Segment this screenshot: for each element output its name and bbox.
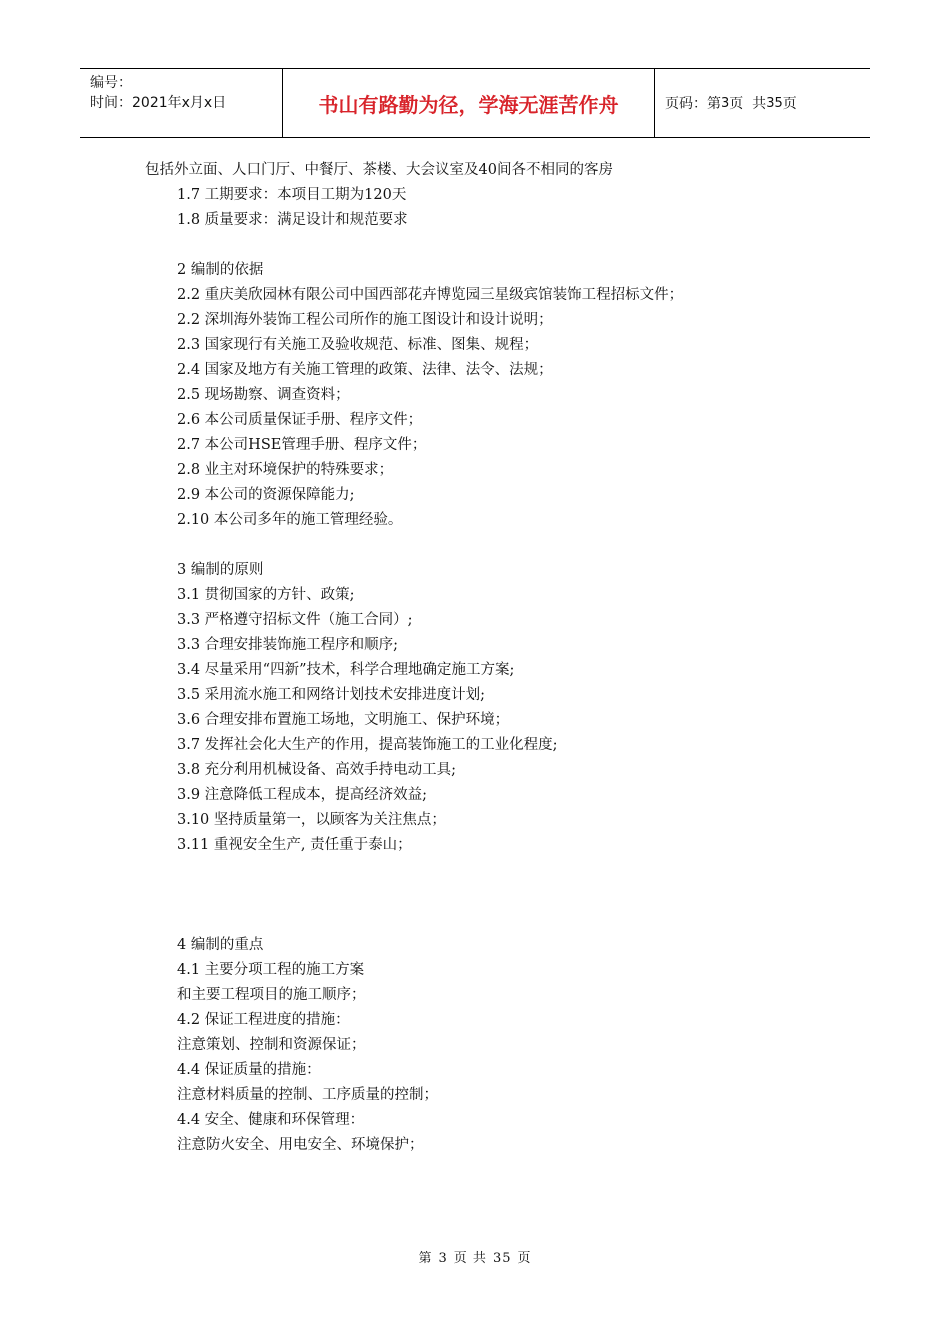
section-2-item: 2.6 本公司质量保证手册、程序文件；	[177, 412, 423, 428]
document-header	[80, 68, 870, 138]
section-4-item: 注意防火安全、用电安全、环境保护；	[177, 1137, 424, 1153]
header-page-current: 3	[721, 95, 730, 111]
section-2-item: 2.10 本公司多年的施工管理经验。	[177, 512, 403, 528]
intro-paragraph: 包括外立面、人口门厅、中餐厅、茶楼、大会议室及40间各不相同的客房	[145, 162, 613, 178]
section-3-item: 3.4 尽量采用“四新”技术，科学合理地确定施工方案;	[177, 662, 515, 678]
section-4-item: 4.4 保证质量的措施：	[177, 1062, 321, 1078]
section-3-item: 3.1 贯彻国家的方针、政策;	[177, 587, 355, 603]
section-1-7: 1.7 工期要求：本项目工期为120天	[177, 187, 407, 203]
section-4-item: 4.2 保证工程进度的措施：	[177, 1012, 350, 1028]
header-page-suffix: 页	[782, 96, 797, 112]
section-3-item: 3.10 坚持质量第一，以顾客为关注焦点；	[177, 812, 446, 828]
section-2-item: 2.7 本公司HSE管理手册、程序文件；	[177, 437, 427, 453]
section-2-item: 2.5 现场勘察、调查资料；	[177, 387, 350, 403]
section-4-item: 和主要工程项目的施工顺序；	[177, 987, 366, 1003]
footer-total-pages: 35	[492, 1251, 512, 1266]
section-3-item: 3.8 充分利用机械设备、高效手持电动工具;	[177, 762, 457, 778]
section-1-8: 1.8 质量要求：满足设计和规范要求	[177, 212, 408, 228]
section-2-item: 2.9 本公司的资源保障能力;	[177, 487, 355, 503]
section-4-item: 注意材料质量的控制、工序质量的控制；	[177, 1087, 438, 1103]
section-2-item: 2.2 深圳海外装饰工程公司所作的施工图设计和设计说明；	[177, 312, 553, 328]
document-time-label: 时间：2021年x月x日	[90, 95, 227, 111]
footer-current-page: 3	[438, 1251, 448, 1266]
section-3-item: 3.3 合理安排装饰施工程序和顺序;	[177, 637, 399, 653]
document-number-label: 编号：	[90, 75, 132, 91]
section-3-heading: 3 编制的原则	[177, 562, 264, 578]
section-3-item: 3.3 严格遵守招标文件（施工合同）;	[177, 612, 413, 628]
header-page-middle: 页 共	[729, 96, 767, 112]
page-footer	[0, 1247, 950, 1266]
section-2-item: 2.8 业主对环境保护的特殊要求；	[177, 462, 394, 478]
footer-middle: 页 共	[453, 1251, 487, 1266]
footer-suffix: 页	[517, 1251, 532, 1266]
header-motto: 书山有路勤为径，学海无涯苦作舟	[282, 69, 655, 137]
section-3-item: 3.5 采用流水施工和网络计划技术安排进度计划;	[177, 687, 486, 703]
section-4-heading: 4 编制的重点	[177, 937, 264, 953]
section-3-item: 3.7 发挥社会化大生产的作用，提高装饰施工的工业化程度;	[177, 737, 558, 753]
header-page-info	[655, 69, 870, 137]
section-3-item: 3.9 注意降低工程成本，提高经济效益;	[177, 787, 428, 803]
footer-prefix: 第	[418, 1251, 433, 1266]
section-4-item: 4.1 主要分项工程的施工方案	[177, 962, 365, 978]
section-2-item: 2.4 国家及地方有关施工管理的政策、法律、法令、法规；	[177, 362, 553, 378]
section-4-item: 注意策划、控制和资源保证；	[177, 1037, 366, 1053]
section-2-item: 2.3 国家现行有关施工及验收规范、标准、图集、规程；	[177, 337, 539, 353]
header-meta	[80, 69, 282, 137]
section-3-item: 3.6 合理安排布置施工场地，文明施工、保护环境；	[177, 712, 510, 728]
section-3-item: 3.11 重视安全生产, 责任重于泰山；	[177, 837, 412, 853]
section-2-heading: 2 编制的依据	[177, 262, 264, 278]
header-page-prefix: 页码：第	[665, 96, 721, 112]
section-2-item: 2.2 重庆美欣园林有限公司中国西部花卉博览园三星级宾馆装饰工程招标文件；	[177, 287, 684, 303]
section-4-item: 4.4 安全、健康和环保管理：	[177, 1112, 365, 1128]
header-page-total: 35	[766, 95, 783, 111]
